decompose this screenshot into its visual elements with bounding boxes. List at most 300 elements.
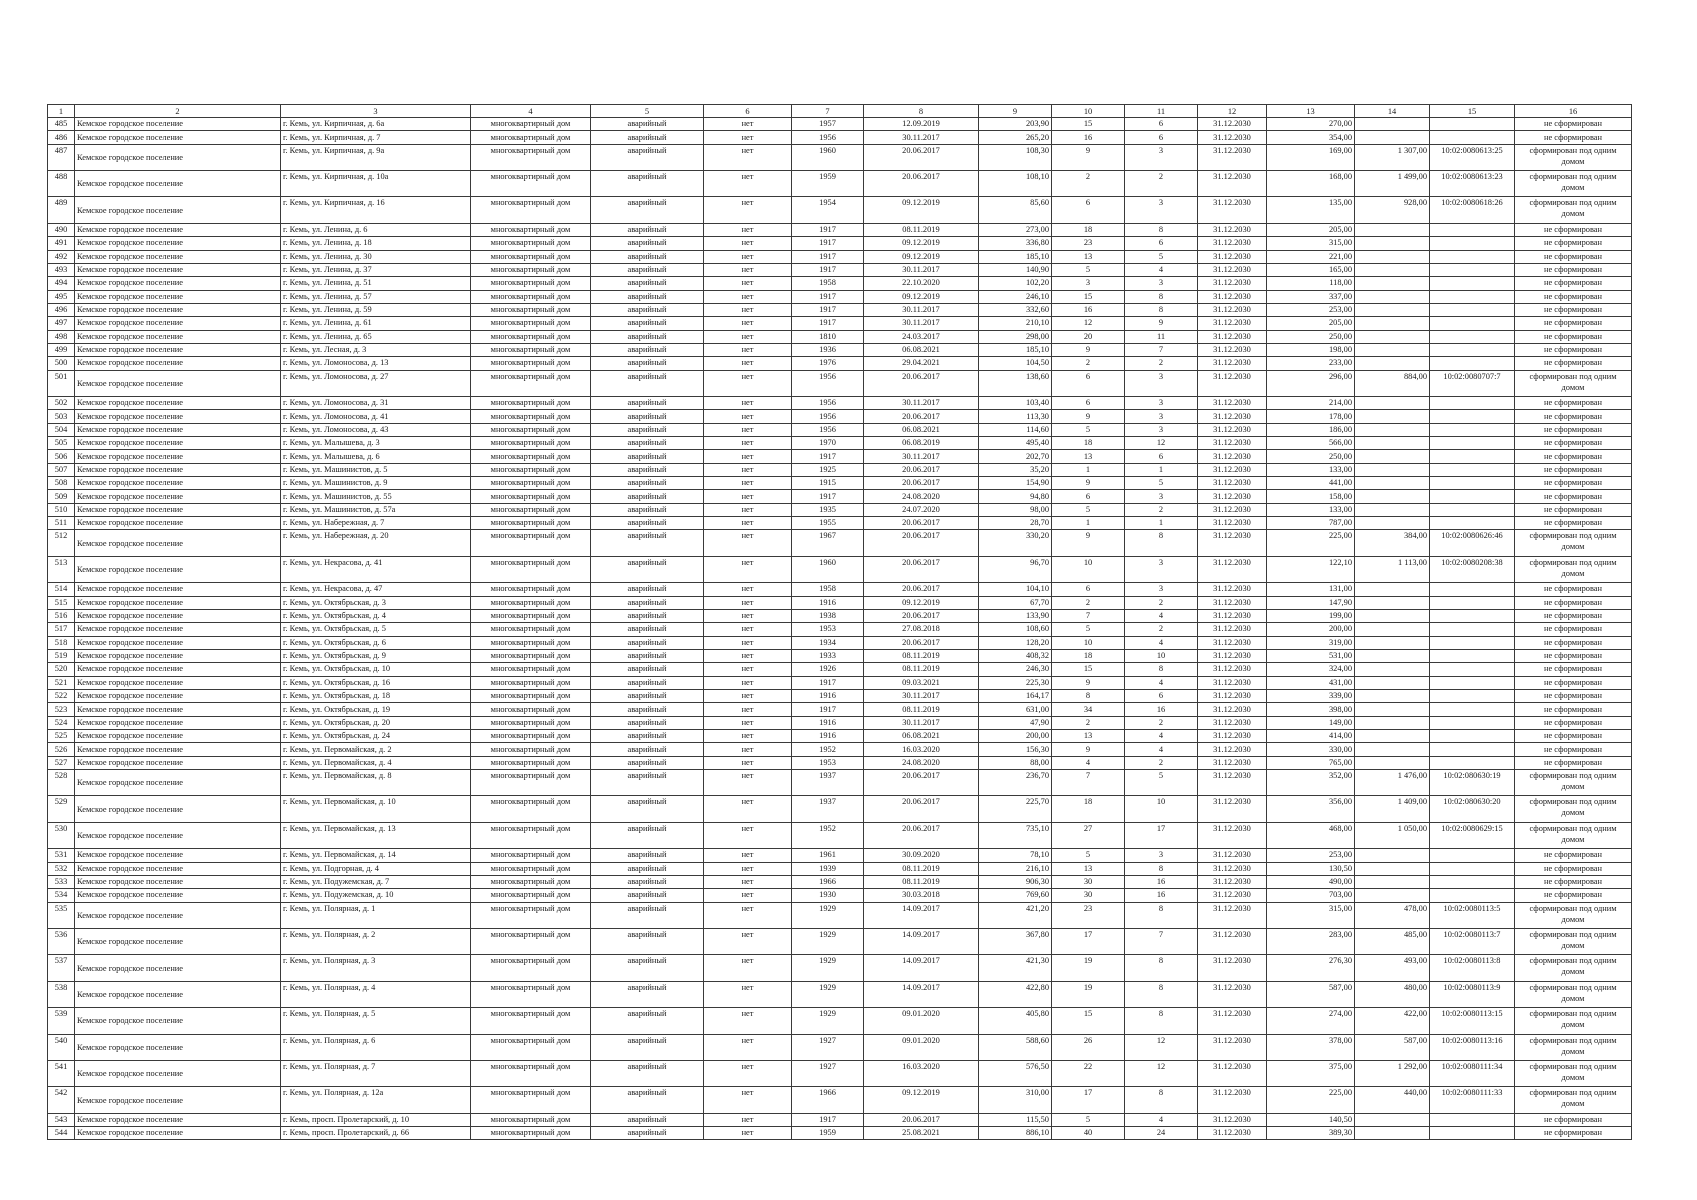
cell-cadastral-number xyxy=(1430,410,1515,423)
cell-land-status: не сформирован xyxy=(1515,756,1632,769)
cell-year-built: 1976 xyxy=(792,357,864,370)
cell-area: 103,40 xyxy=(979,397,1052,410)
cell-flag: нет xyxy=(704,1127,792,1140)
cell-relocation-deadline: 31.12.2030 xyxy=(1198,649,1267,662)
cell-relocation-deadline: 31.12.2030 xyxy=(1198,317,1267,330)
cell-row-number: 530 xyxy=(48,822,75,848)
cell-area: 133,90 xyxy=(979,609,1052,622)
cell-settlement: Кемское городское поселение xyxy=(75,1127,281,1140)
cell-land-status: не сформирован xyxy=(1515,649,1632,662)
cell-row-number: 535 xyxy=(48,902,75,928)
cell-residents: 9 xyxy=(1052,743,1125,756)
cell-house-type: многоквартирный дом xyxy=(471,556,591,582)
cell-year-built: 1929 xyxy=(792,955,864,981)
cell-relocation-deadline: 31.12.2030 xyxy=(1198,756,1267,769)
cell-area: 156,30 xyxy=(979,743,1052,756)
cell-condition: аварийный xyxy=(591,1127,704,1140)
housing-register-table xyxy=(47,104,1632,1140)
cell-area: 330,20 xyxy=(979,530,1052,556)
cell-apartments: 7 xyxy=(1125,343,1198,356)
cell-row-number: 489 xyxy=(48,197,75,223)
cell-land-area xyxy=(1355,1113,1430,1126)
table-row xyxy=(48,730,1632,743)
cell-address: г. Кемь, ул. Полярная, д. 3 xyxy=(281,955,471,981)
cell-area: 88,00 xyxy=(979,756,1052,769)
cell-year-built: 1967 xyxy=(792,530,864,556)
cell-land-status: не сформирован xyxy=(1515,716,1632,729)
table-row xyxy=(48,716,1632,729)
cell-year-built: 1933 xyxy=(792,649,864,662)
cell-cadastral-number xyxy=(1430,623,1515,636)
cell-residents: 1 xyxy=(1052,517,1125,530)
table-row xyxy=(48,171,1632,197)
cell-area: 96,70 xyxy=(979,556,1052,582)
cell-flag: нет xyxy=(704,981,792,1007)
cell-relocation-deadline: 31.12.2030 xyxy=(1198,636,1267,649)
cell-year-built: 1916 xyxy=(792,716,864,729)
cell-condition: аварийный xyxy=(591,197,704,223)
cell-land-status: сформирован под одним домом xyxy=(1515,197,1632,223)
cell-row-number: 510 xyxy=(48,503,75,516)
cell-house-type: многоквартирный дом xyxy=(471,1113,591,1126)
cell-flag: нет xyxy=(704,849,792,862)
cell-land-status: не сформирован xyxy=(1515,250,1632,263)
cell-area-total: 354,00 xyxy=(1267,131,1355,144)
cell-recognition-date: 08.11.2019 xyxy=(864,875,979,888)
cell-relocation-deadline: 31.12.2030 xyxy=(1198,517,1267,530)
cell-land-status: не сформирован xyxy=(1515,477,1632,490)
cell-settlement: Кемское городское поселение xyxy=(75,929,281,955)
cell-condition: аварийный xyxy=(591,756,704,769)
cell-recognition-date: 09.03.2021 xyxy=(864,676,979,689)
cell-area-total: 169,00 xyxy=(1267,144,1355,170)
column-header-7: 7 xyxy=(792,105,864,118)
cell-area: 298,00 xyxy=(979,330,1052,343)
cell-condition: аварийный xyxy=(591,822,704,848)
cell-relocation-deadline: 31.12.2030 xyxy=(1198,1034,1267,1060)
cell-address: г. Кемь, ул. Машинистов, д. 9 xyxy=(281,477,471,490)
cell-flag: нет xyxy=(704,357,792,370)
cell-land-area xyxy=(1355,649,1430,662)
cell-land-area xyxy=(1355,636,1430,649)
column-header-11: 11 xyxy=(1125,105,1198,118)
cell-apartments: 4 xyxy=(1125,730,1198,743)
cell-address: г. Кемь, ул. Первомайская, д. 13 xyxy=(281,822,471,848)
cell-row-number: 536 xyxy=(48,929,75,955)
cell-apartments: 3 xyxy=(1125,849,1198,862)
cell-cadastral-number xyxy=(1430,503,1515,516)
cell-land-status: сформирован под одним домом xyxy=(1515,902,1632,928)
cell-residents: 13 xyxy=(1052,862,1125,875)
cell-area: 408,32 xyxy=(979,649,1052,662)
cell-condition: аварийный xyxy=(591,343,704,356)
cell-relocation-deadline: 31.12.2030 xyxy=(1198,875,1267,888)
cell-area: 203,90 xyxy=(979,118,1052,131)
column-header-8: 8 xyxy=(864,105,979,118)
cell-condition: аварийный xyxy=(591,623,704,636)
cell-house-type: многоквартирный дом xyxy=(471,463,591,476)
cell-area-total: 198,00 xyxy=(1267,343,1355,356)
table-row xyxy=(48,889,1632,902)
cell-apartments: 8 xyxy=(1125,663,1198,676)
table-row xyxy=(48,463,1632,476)
cell-house-type: многоквартирный дом xyxy=(471,1087,591,1113)
cell-recognition-date: 14.09.2017 xyxy=(864,981,979,1007)
cell-residents: 12 xyxy=(1052,317,1125,330)
cell-cadastral-number: 10:02:0080113:15 xyxy=(1430,1008,1515,1034)
cell-flag: нет xyxy=(704,676,792,689)
cell-relocation-deadline: 31.12.2030 xyxy=(1198,477,1267,490)
cell-recognition-date: 30.11.2017 xyxy=(864,263,979,276)
cell-address: г. Кемь, ул. Ломоносова, д. 41 xyxy=(281,410,471,423)
cell-condition: аварийный xyxy=(591,277,704,290)
cell-residents: 15 xyxy=(1052,118,1125,131)
cell-land-area xyxy=(1355,703,1430,716)
cell-area: 367,80 xyxy=(979,929,1052,955)
cell-residents: 5 xyxy=(1052,849,1125,862)
cell-area-total: 200,00 xyxy=(1267,623,1355,636)
cell-flag: нет xyxy=(704,1034,792,1060)
cell-area: 225,30 xyxy=(979,676,1052,689)
cell-cadastral-number xyxy=(1430,756,1515,769)
cell-area: 47,90 xyxy=(979,716,1052,729)
cell-house-type: многоквартирный дом xyxy=(471,743,591,756)
cell-address: г. Кемь, ул. Ломоносова, д. 31 xyxy=(281,397,471,410)
cell-settlement: Кемское городское поселение xyxy=(75,703,281,716)
cell-land-status: не сформирован xyxy=(1515,690,1632,703)
cell-area-total: 270,00 xyxy=(1267,118,1355,131)
cell-land-area xyxy=(1355,862,1430,875)
cell-settlement: Кемское городское поселение xyxy=(75,343,281,356)
cell-settlement: Кемское городское поселение xyxy=(75,690,281,703)
cell-residents: 6 xyxy=(1052,397,1125,410)
table-row xyxy=(48,955,1632,981)
cell-house-type: многоквартирный дом xyxy=(471,131,591,144)
cell-area: 265,20 xyxy=(979,131,1052,144)
cell-address: г. Кемь, ул. Полярная, д. 6 xyxy=(281,1034,471,1060)
cell-residents: 5 xyxy=(1052,423,1125,436)
cell-condition: аварийный xyxy=(591,490,704,503)
cell-flag: нет xyxy=(704,1008,792,1034)
cell-relocation-deadline: 31.12.2030 xyxy=(1198,450,1267,463)
cell-residents: 15 xyxy=(1052,663,1125,676)
cell-flag: нет xyxy=(704,822,792,848)
cell-cadastral-number xyxy=(1430,583,1515,596)
cell-flag: нет xyxy=(704,623,792,636)
cell-settlement: Кемское городское поселение xyxy=(75,317,281,330)
cell-residents: 9 xyxy=(1052,477,1125,490)
cell-area-total: 490,00 xyxy=(1267,875,1355,888)
cell-relocation-deadline: 31.12.2030 xyxy=(1198,703,1267,716)
cell-recognition-date: 09.12.2019 xyxy=(864,1087,979,1113)
table-row xyxy=(48,756,1632,769)
cell-area-total: 221,00 xyxy=(1267,250,1355,263)
cell-residents: 10 xyxy=(1052,556,1125,582)
cell-address: г. Кемь, ул. Набережная, д. 7 xyxy=(281,517,471,530)
cell-area: 85,60 xyxy=(979,197,1052,223)
cell-area-total: 765,00 xyxy=(1267,756,1355,769)
cell-relocation-deadline: 31.12.2030 xyxy=(1198,303,1267,316)
cell-year-built: 1929 xyxy=(792,1008,864,1034)
cell-condition: аварийный xyxy=(591,437,704,450)
cell-row-number: 500 xyxy=(48,357,75,370)
cell-area: 128,20 xyxy=(979,636,1052,649)
cell-house-type: многоквартирный дом xyxy=(471,357,591,370)
column-header-10: 10 xyxy=(1052,105,1125,118)
cell-land-area xyxy=(1355,875,1430,888)
cell-address: г. Кемь, ул. Ленина, д. 61 xyxy=(281,317,471,330)
cell-area-total: 531,00 xyxy=(1267,649,1355,662)
cell-settlement: Кемское городское поселение xyxy=(75,1008,281,1034)
cell-area-total: 253,00 xyxy=(1267,849,1355,862)
cell-apartments: 6 xyxy=(1125,131,1198,144)
cell-house-type: многоквартирный дом xyxy=(471,290,591,303)
cell-residents: 5 xyxy=(1052,623,1125,636)
cell-year-built: 1927 xyxy=(792,1034,864,1060)
cell-area-total: 398,00 xyxy=(1267,703,1355,716)
cell-settlement: Кемское городское поселение xyxy=(75,981,281,1007)
cell-year-built: 1917 xyxy=(792,676,864,689)
cell-area: 98,00 xyxy=(979,503,1052,516)
cell-address: г. Кемь, ул. Октябрьская, д. 20 xyxy=(281,716,471,729)
cell-land-area: 480,00 xyxy=(1355,981,1430,1007)
column-header-9: 9 xyxy=(979,105,1052,118)
cell-land-area xyxy=(1355,263,1430,276)
cell-address: г. Кемь, ул. Ленина, д. 30 xyxy=(281,250,471,263)
cell-address: г. Кемь, ул. Первомайская, д. 10 xyxy=(281,796,471,822)
cell-land-status: не сформирован xyxy=(1515,463,1632,476)
cell-apartments: 1 xyxy=(1125,517,1198,530)
cell-cadastral-number xyxy=(1430,223,1515,236)
cell-area-total: 168,00 xyxy=(1267,171,1355,197)
table-row xyxy=(48,131,1632,144)
cell-cadastral-number xyxy=(1430,609,1515,622)
cell-residents: 15 xyxy=(1052,1008,1125,1034)
cell-land-status: не сформирован xyxy=(1515,410,1632,423)
cell-row-number: 517 xyxy=(48,623,75,636)
cell-land-status: сформирован под одним домом xyxy=(1515,1034,1632,1060)
cell-condition: аварийный xyxy=(591,1034,704,1060)
cell-area-total: 149,00 xyxy=(1267,716,1355,729)
cell-apartments: 6 xyxy=(1125,237,1198,250)
cell-settlement: Кемское городское поселение xyxy=(75,796,281,822)
cell-cadastral-number: 10:02:0080113:16 xyxy=(1430,1034,1515,1060)
cell-condition: аварийный xyxy=(591,862,704,875)
cell-land-status: не сформирован xyxy=(1515,317,1632,330)
cell-row-number: 488 xyxy=(48,171,75,197)
cell-land-status: сформирован под одним домом xyxy=(1515,796,1632,822)
cell-apartments: 16 xyxy=(1125,703,1198,716)
cell-land-area xyxy=(1355,317,1430,330)
cell-settlement: Кемское городское поселение xyxy=(75,1087,281,1113)
table-row xyxy=(48,902,1632,928)
cell-year-built: 1970 xyxy=(792,437,864,450)
cell-cadastral-number xyxy=(1430,303,1515,316)
cell-house-type: многоквартирный дом xyxy=(471,875,591,888)
cell-settlement: Кемское городское поселение xyxy=(75,716,281,729)
cell-year-built: 1959 xyxy=(792,1127,864,1140)
table-row xyxy=(48,703,1632,716)
cell-residents: 2 xyxy=(1052,357,1125,370)
cell-apartments: 8 xyxy=(1125,981,1198,1007)
cell-land-status: сформирован под одним домом xyxy=(1515,1060,1632,1086)
cell-area: 104,50 xyxy=(979,357,1052,370)
cell-land-status: сформирован под одним домом xyxy=(1515,822,1632,848)
cell-year-built: 1929 xyxy=(792,902,864,928)
table-row xyxy=(48,237,1632,250)
cell-relocation-deadline: 31.12.2030 xyxy=(1198,955,1267,981)
cell-settlement: Кемское городское поселение xyxy=(75,423,281,436)
cell-address: г. Кемь, ул. Набережная, д. 20 xyxy=(281,530,471,556)
cell-land-status: сформирован под одним домом xyxy=(1515,171,1632,197)
cell-year-built: 1958 xyxy=(792,583,864,596)
cell-house-type: многоквартирный дом xyxy=(471,796,591,822)
cell-apartments: 2 xyxy=(1125,716,1198,729)
cell-apartments: 8 xyxy=(1125,290,1198,303)
cell-year-built: 1937 xyxy=(792,770,864,796)
cell-flag: нет xyxy=(704,609,792,622)
cell-area-total: 133,00 xyxy=(1267,463,1355,476)
cell-relocation-deadline: 31.12.2030 xyxy=(1198,397,1267,410)
cell-land-status: не сформирован xyxy=(1515,596,1632,609)
cell-apartments: 9 xyxy=(1125,317,1198,330)
cell-land-area xyxy=(1355,503,1430,516)
cell-apartments: 3 xyxy=(1125,556,1198,582)
cell-address: г. Кемь, ул. Октябрьская, д. 3 xyxy=(281,596,471,609)
cell-area-total: 140,50 xyxy=(1267,1113,1355,1126)
cell-residents: 18 xyxy=(1052,649,1125,662)
cell-land-status: не сформирован xyxy=(1515,1127,1632,1140)
cell-residents: 23 xyxy=(1052,902,1125,928)
cell-apartments: 6 xyxy=(1125,118,1198,131)
cell-year-built: 1939 xyxy=(792,862,864,875)
cell-settlement: Кемское городское поселение xyxy=(75,357,281,370)
table-row xyxy=(48,556,1632,582)
cell-land-area xyxy=(1355,889,1430,902)
cell-year-built: 1917 xyxy=(792,490,864,503)
cell-recognition-date: 08.11.2019 xyxy=(864,223,979,236)
cell-recognition-date: 16.03.2020 xyxy=(864,743,979,756)
cell-area-total: 147,90 xyxy=(1267,596,1355,609)
cell-relocation-deadline: 31.12.2030 xyxy=(1198,676,1267,689)
cell-flag: нет xyxy=(704,770,792,796)
cell-area: 631,00 xyxy=(979,703,1052,716)
cell-house-type: многоквартирный дом xyxy=(471,730,591,743)
cell-address: г. Кемь, ул. Октябрьская, д. 16 xyxy=(281,676,471,689)
cell-flag: нет xyxy=(704,583,792,596)
cell-land-status: не сформирован xyxy=(1515,1113,1632,1126)
cell-settlement: Кемское городское поселение xyxy=(75,450,281,463)
cell-house-type: многоквартирный дом xyxy=(471,756,591,769)
cell-flag: нет xyxy=(704,730,792,743)
column-header-6: 6 xyxy=(704,105,792,118)
cell-condition: аварийный xyxy=(591,1113,704,1126)
cell-house-type: многоквартирный дом xyxy=(471,955,591,981)
cell-recognition-date: 24.07.2020 xyxy=(864,503,979,516)
cell-year-built: 1966 xyxy=(792,875,864,888)
cell-flag: нет xyxy=(704,649,792,662)
cell-area: 769,60 xyxy=(979,889,1052,902)
cell-cadastral-number: 10:02:0080111:33 xyxy=(1430,1087,1515,1113)
cell-cadastral-number xyxy=(1430,397,1515,410)
cell-area-total: 135,00 xyxy=(1267,197,1355,223)
cell-row-number: 521 xyxy=(48,676,75,689)
cell-address: г. Кемь, ул. Лесная, д. 3 xyxy=(281,343,471,356)
cell-cadastral-number xyxy=(1430,290,1515,303)
cell-land-status: не сформирован xyxy=(1515,583,1632,596)
cell-row-number: 509 xyxy=(48,490,75,503)
cell-area: 185,10 xyxy=(979,343,1052,356)
table-row xyxy=(48,770,1632,796)
cell-land-status: не сформирован xyxy=(1515,636,1632,649)
cell-flag: нет xyxy=(704,343,792,356)
cell-area: 576,50 xyxy=(979,1060,1052,1086)
cell-row-number: 504 xyxy=(48,423,75,436)
cell-recognition-date: 30.11.2017 xyxy=(864,317,979,330)
cell-land-status: не сформирован xyxy=(1515,663,1632,676)
cell-row-number: 498 xyxy=(48,330,75,343)
cell-apartments: 2 xyxy=(1125,503,1198,516)
cell-flag: нет xyxy=(704,197,792,223)
cell-area-total: 324,00 xyxy=(1267,663,1355,676)
cell-area-total: 356,00 xyxy=(1267,796,1355,822)
cell-area: 154,90 xyxy=(979,477,1052,490)
cell-land-status: не сформирован xyxy=(1515,503,1632,516)
cell-year-built: 1952 xyxy=(792,822,864,848)
cell-house-type: многоквартирный дом xyxy=(471,1060,591,1086)
cell-flag: нет xyxy=(704,144,792,170)
cell-house-type: многоквартирный дом xyxy=(471,370,591,396)
table-row xyxy=(48,423,1632,436)
cell-land-status: не сформирован xyxy=(1515,703,1632,716)
cell-land-status: сформирован под одним домом xyxy=(1515,955,1632,981)
table-row xyxy=(48,144,1632,170)
cell-address: г. Кемь, ул. Полярная, д. 12а xyxy=(281,1087,471,1113)
cell-land-area xyxy=(1355,290,1430,303)
cell-residents: 40 xyxy=(1052,1127,1125,1140)
cell-relocation-deadline: 31.12.2030 xyxy=(1198,277,1267,290)
cell-year-built: 1956 xyxy=(792,423,864,436)
cell-land-status: не сформирован xyxy=(1515,517,1632,530)
cell-flag: нет xyxy=(704,477,792,490)
cell-flag: нет xyxy=(704,290,792,303)
cell-house-type: многоквартирный дом xyxy=(471,889,591,902)
cell-recognition-date: 09.12.2019 xyxy=(864,250,979,263)
cell-area-total: 205,00 xyxy=(1267,223,1355,236)
cell-row-number: 494 xyxy=(48,277,75,290)
cell-house-type: многоквартирный дом xyxy=(471,263,591,276)
cell-land-status: не сформирован xyxy=(1515,623,1632,636)
cell-residents: 27 xyxy=(1052,822,1125,848)
cell-relocation-deadline: 31.12.2030 xyxy=(1198,583,1267,596)
cell-year-built: 1953 xyxy=(792,756,864,769)
cell-area-total: 133,00 xyxy=(1267,503,1355,516)
cell-flag: нет xyxy=(704,263,792,276)
cell-row-number: 519 xyxy=(48,649,75,662)
cell-condition: аварийный xyxy=(591,463,704,476)
cell-land-status: не сформирован xyxy=(1515,290,1632,303)
cell-area-total: 250,00 xyxy=(1267,330,1355,343)
cell-land-area: 1 499,00 xyxy=(1355,171,1430,197)
cell-area: 236,70 xyxy=(979,770,1052,796)
cell-cadastral-number xyxy=(1430,716,1515,729)
table-row xyxy=(48,530,1632,556)
table-row xyxy=(48,330,1632,343)
cell-relocation-deadline: 31.12.2030 xyxy=(1198,1008,1267,1034)
cell-address: г. Кемь, ул. Некрасова, д. 47 xyxy=(281,583,471,596)
cell-condition: аварийный xyxy=(591,1087,704,1113)
cell-area-total: 319,00 xyxy=(1267,636,1355,649)
